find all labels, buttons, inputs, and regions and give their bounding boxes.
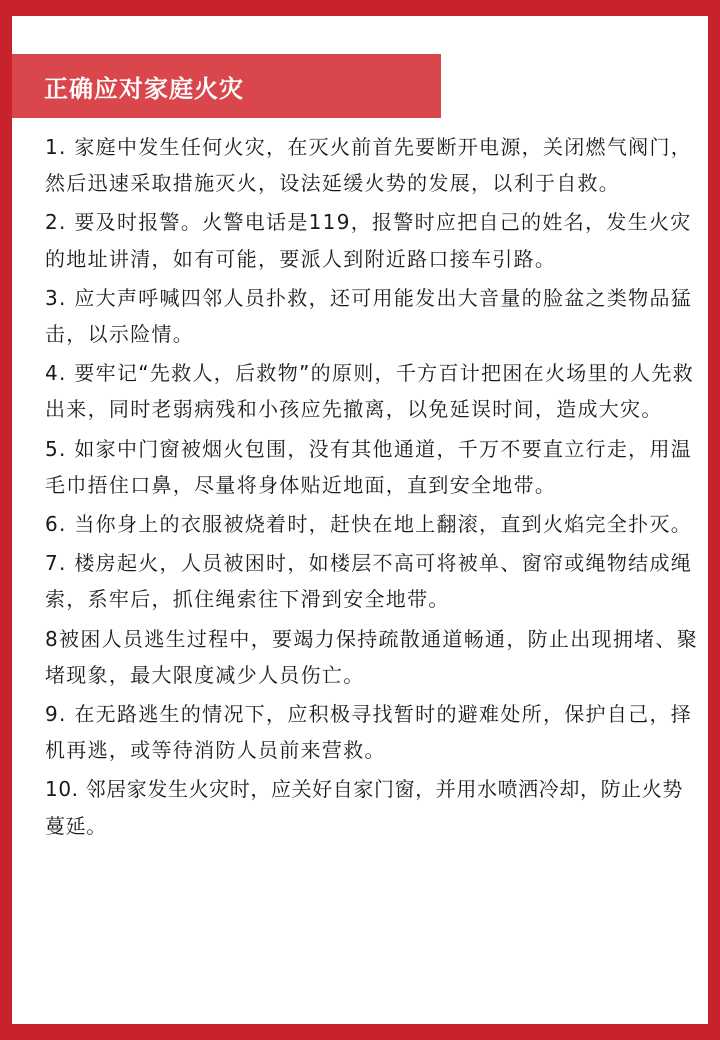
content-card (12, 16, 708, 1024)
list-item: 6. 当你身上的衣服被烧着时，赶快在地上翻滚，直到火焰完全扑灭。 (45, 512, 693, 537)
page-title: 正确应对家庭火灾 (12, 54, 441, 118)
list-item: 4. 要牢记“先救人，后救物”的原则，千方百计把困在火场里的人先救出来，同时老弱病残和小孩应先撤离，以免延误时间，造成大灾。 (45, 361, 695, 422)
list-item: 1. 家庭中发生任何火灾，在灭火前首先要断开电源，关闭燃气阀门，然后迅速采取措施灭火，设法延缓火势的发展，以利于自救。 (45, 135, 693, 196)
list-item: 9. 在无路逃生的情况下，应积极寻找暂时的避难处所，保护自己，择机再逃，或等待消防人员前来营救。 (45, 702, 693, 763)
list-item: 2. 要及时报警。火警电话是119，报警时应把自己的姓名，发生火灾的地址讲清，如有可能，要派人到附近路口接车引路。 (45, 210, 692, 271)
list-item: 8被困人员逃生过程中，要竭力保持疏散通道畅通，防止出现拥堵、聚堵现象，最大限度减少人员伤亡。 (45, 626, 699, 687)
fire-safety-list (45, 129, 700, 847)
list-item: 5. 如家中门窗被烟火包围，没有其他通道，千万不要直立行走，用温毛巾捂住口鼻，尽量将身体贴近地面，直到安全地带。 (45, 436, 693, 497)
list-item: 3. 应大声呼喊四邻人员扑救，还可用能发出大音量的脸盆之类物品猛击，以示险情。 (45, 285, 693, 347)
list-item: 7. 楼房起火，人员被困时，如楼层不高可将被单、窗帘或绳物结成绳索，系牢后，抓住绳索往下滑到安全地带。 (45, 551, 693, 612)
list-item: 10. 邻居家发生火灾时，应关好自家门窗，并用水喷洒冷却，防止火势蔓延。 (45, 777, 683, 838)
